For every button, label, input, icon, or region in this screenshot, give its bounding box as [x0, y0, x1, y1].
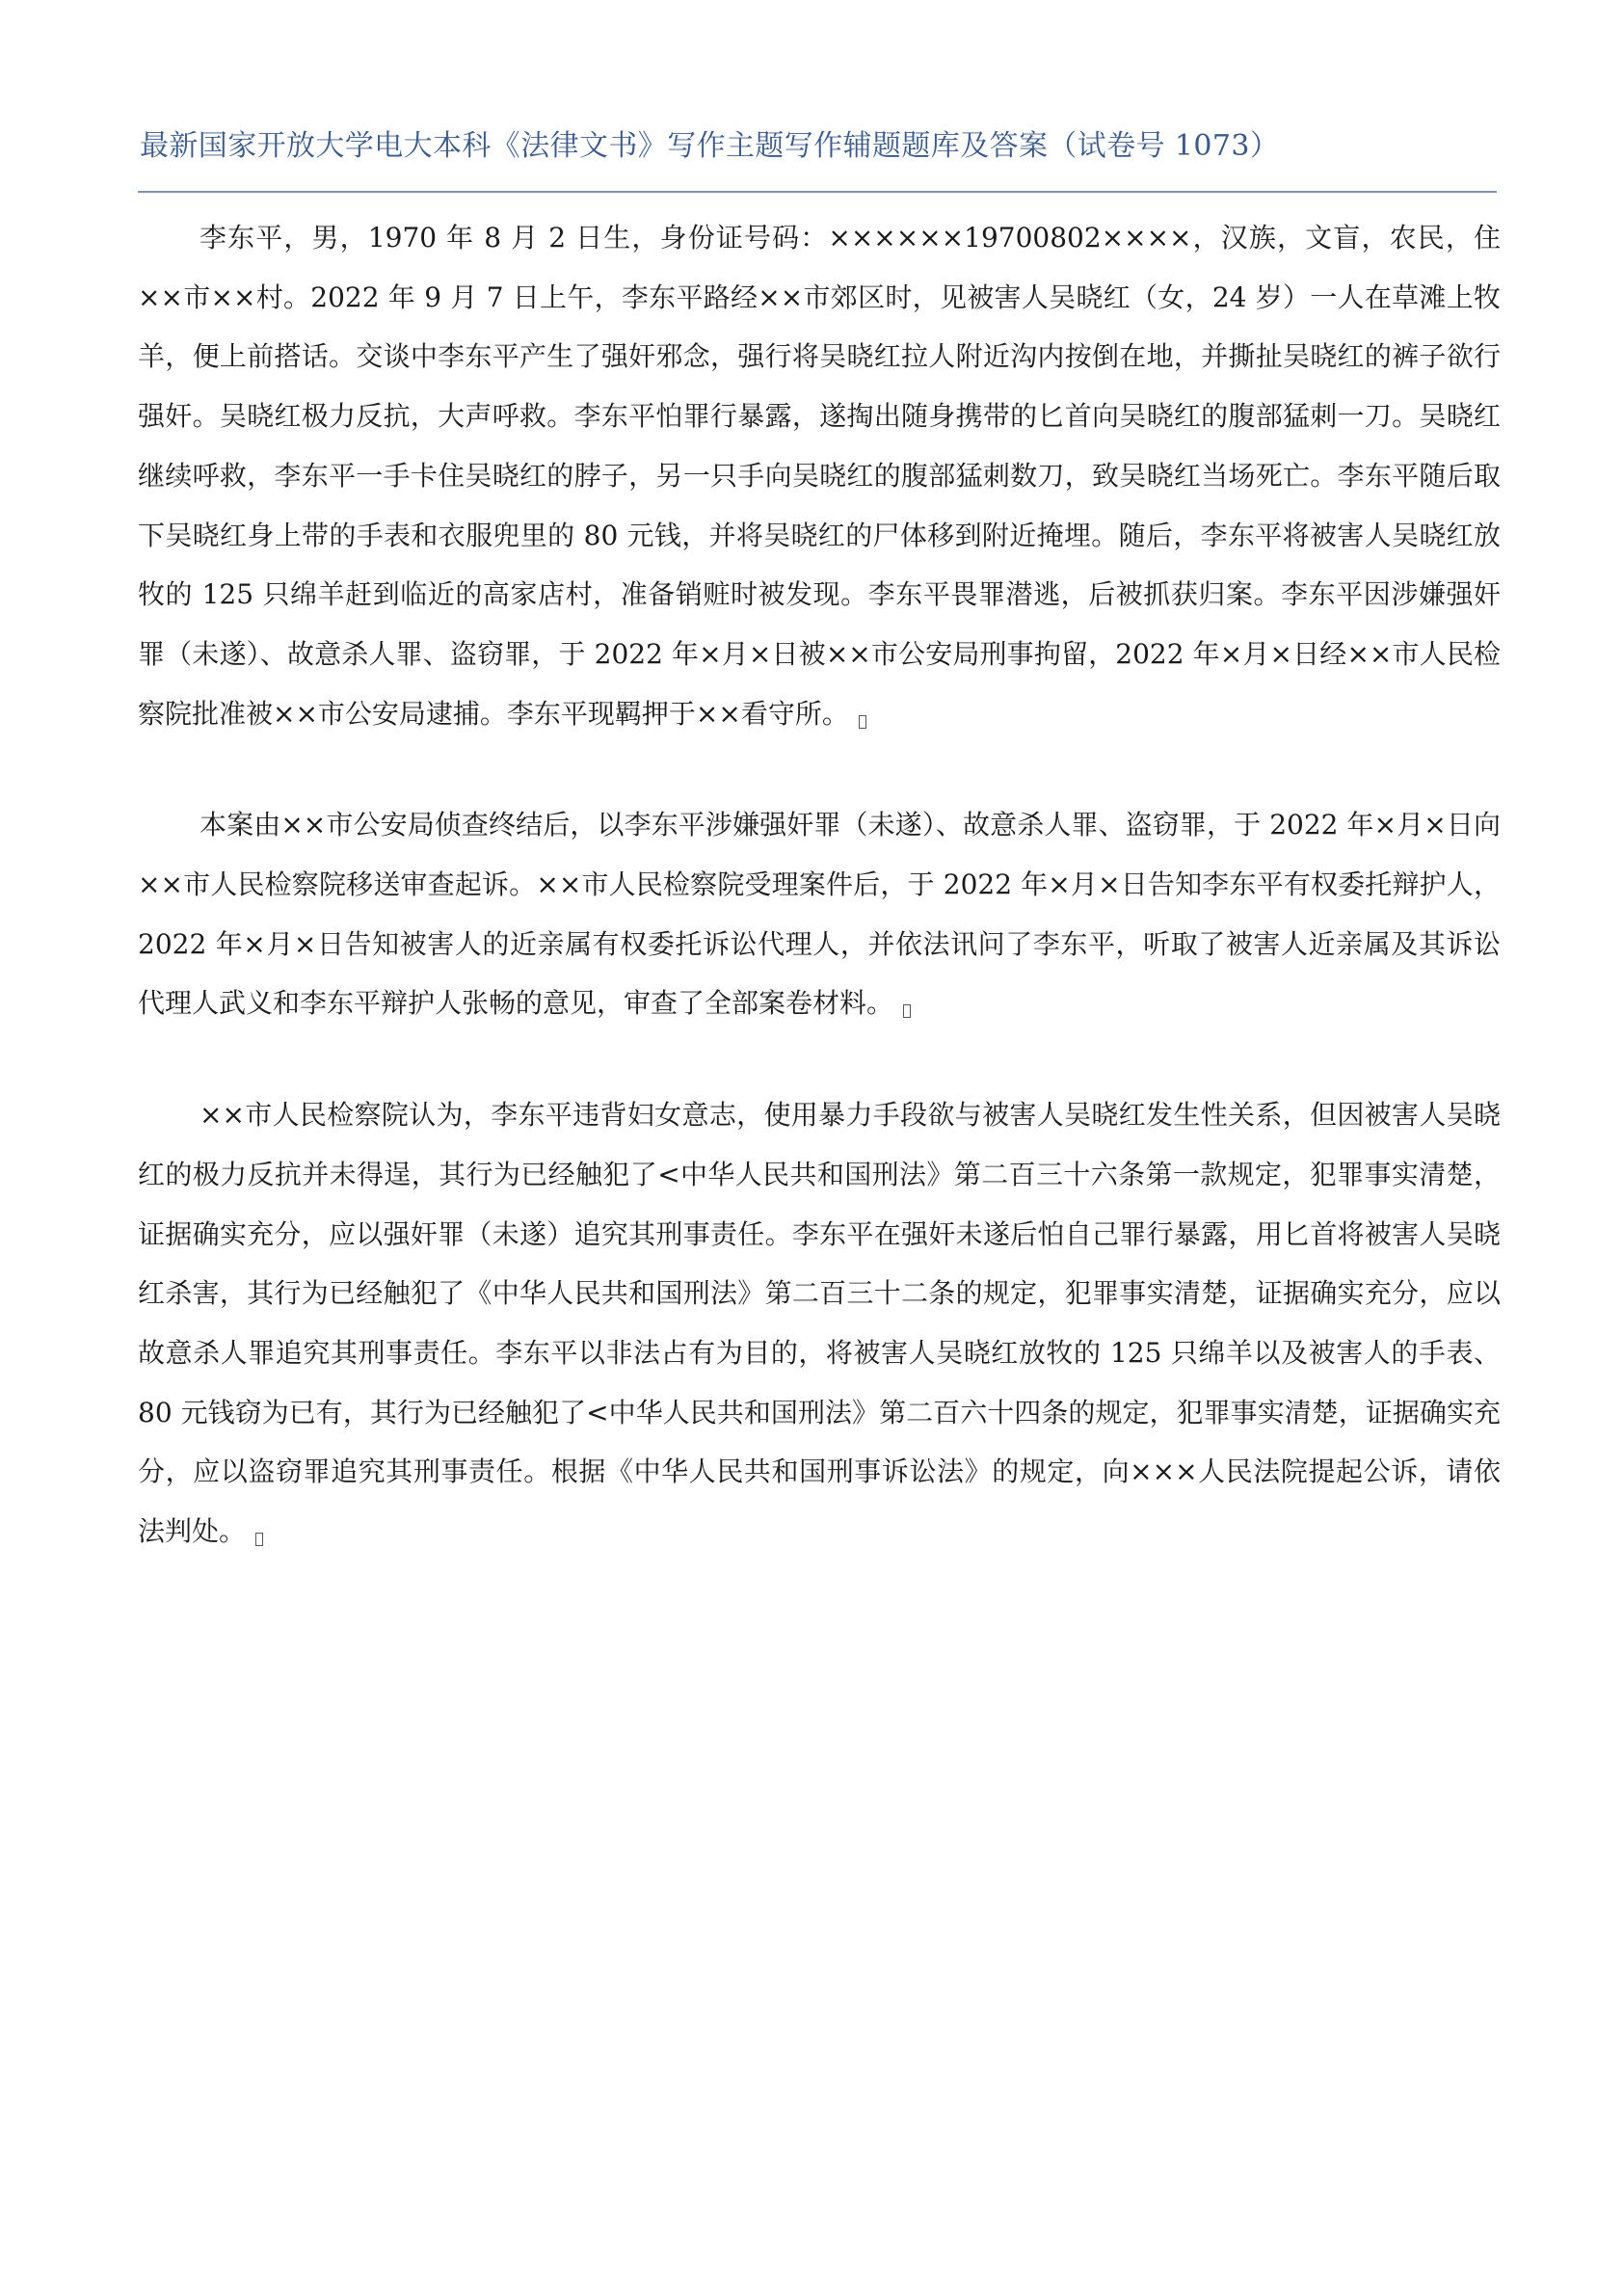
paragraph-text: 本案由××市公安局侦查终结后，以李东平涉嫌强奸罪（未遂）、故意杀人罪、盗窃罪，于 2022 年×月×日向××市人民检察院移送审查起诉。××市人民检察院受理案件后，于 2022 年×月×日告知李东平有权委托辩护人，2022 年×月×日告知被害人的近亲属有权委托诉讼代理人，并依法讯问了李东平，听取了被害人近亲属及其诉讼代理人武义和李东平辩护人张畅的意见，审查了全部案卷材料。: [138, 809, 1501, 1020]
paragraph-text: ××市人民检察院认为，李东平违背妇女意志，使用暴力手段欲与被害人吴晓红发生性关系，但因被害人吴晓红的极力反抗并未得逞，其行为已经触犯了<中华人民共和国刑法》第二百三十六条第一款规定，犯罪事实清楚，证据确实充分，应以强奸罪（未遂）追究其刑事责任。李东平在强奸未遂后怕自己罪行暴露，用匕首将被害人吴晓红杀害，其行为已经触犯了《中华人民共和国刑法》第二百三十二条的规定，犯罪事实清楚，证据确实充分，应以故意杀人罪追究其刑事责任。李东平以非法占有为目的，将被害人吴晓红放牧的 125 只绵羊以及被害人的手表、80 元钱窃为已有，其行为已经触犯了<中华人民共和国刑法》第二百六十四条的规定，犯罪事实清楚，证据确实充分，应以盗窃罪追究其刑事责任。根据《中华人民共和国刑事诉讼法》的规定，向×××人民法院提起公诉，请依法判处。: [138, 1099, 1501, 1548]
paragraph-prosecution-opinion: [138, 1085, 1501, 1562]
paragraph-mark-icon: [859, 715, 866, 729]
paragraph-mark-icon: [903, 1004, 911, 1018]
paragraph-procedure: [138, 795, 1501, 1033]
paragraph-case-facts: [138, 208, 1501, 743]
document-body: [138, 208, 1501, 1562]
header-title: 最新国家开放大学电大本科《法律文书》写作主题写作辅题题库及答案（试卷号 1073）: [140, 129, 1280, 163]
page-header: [138, 121, 1497, 193]
paragraph-text: 李东平，男，1970 年 8 月 2 日生，身份证号码：××××××19700802××××，汉族，文盲，农民，住××市××村。2022 年 9 月 7 日上午，李东平路经××市郊区时，见被害人吴晓红（女，24 岁）一人在草滩上牧羊，便上前搭话。交谈中李东平产生了强奸邪念，强行将吴晓红拉人附近沟内按倒在地，并撕扯吴晓红的裤子欲行强奸。吴晓红极力反抗，大声呼救。李东平怕罪行暴露，遂掏出随身携带的匕首向吴晓红的腹部猛刺一刀。吴晓红继续呼救，李东平一手卡住吴晓红的脖子，另一只手向吴晓红的腹部猛刺数刀，致吴晓红当场死亡。李东平随后取下吴晓红身上带的手表和衣服兜里的 80 元钱，并将吴晓红的尸体移到附近掩埋。随后，李东平将被害人吴晓红放牧的 125 只绵羊赶到临近的高家店村，准备销赃时被发现。李东平畏罪潜逃，后被抓获归案。李东平因涉嫌强奸罪（未遂）、故意杀人罪、盗窃罪，于 2022 年×月×日被××市公安局刑事拘留，2022 年×月×日经××市人民检察院批准被××市公安局逮捕。李东平现羁押于××看守所。: [138, 222, 1501, 730]
paragraph-mark-icon: [255, 1533, 263, 1546]
